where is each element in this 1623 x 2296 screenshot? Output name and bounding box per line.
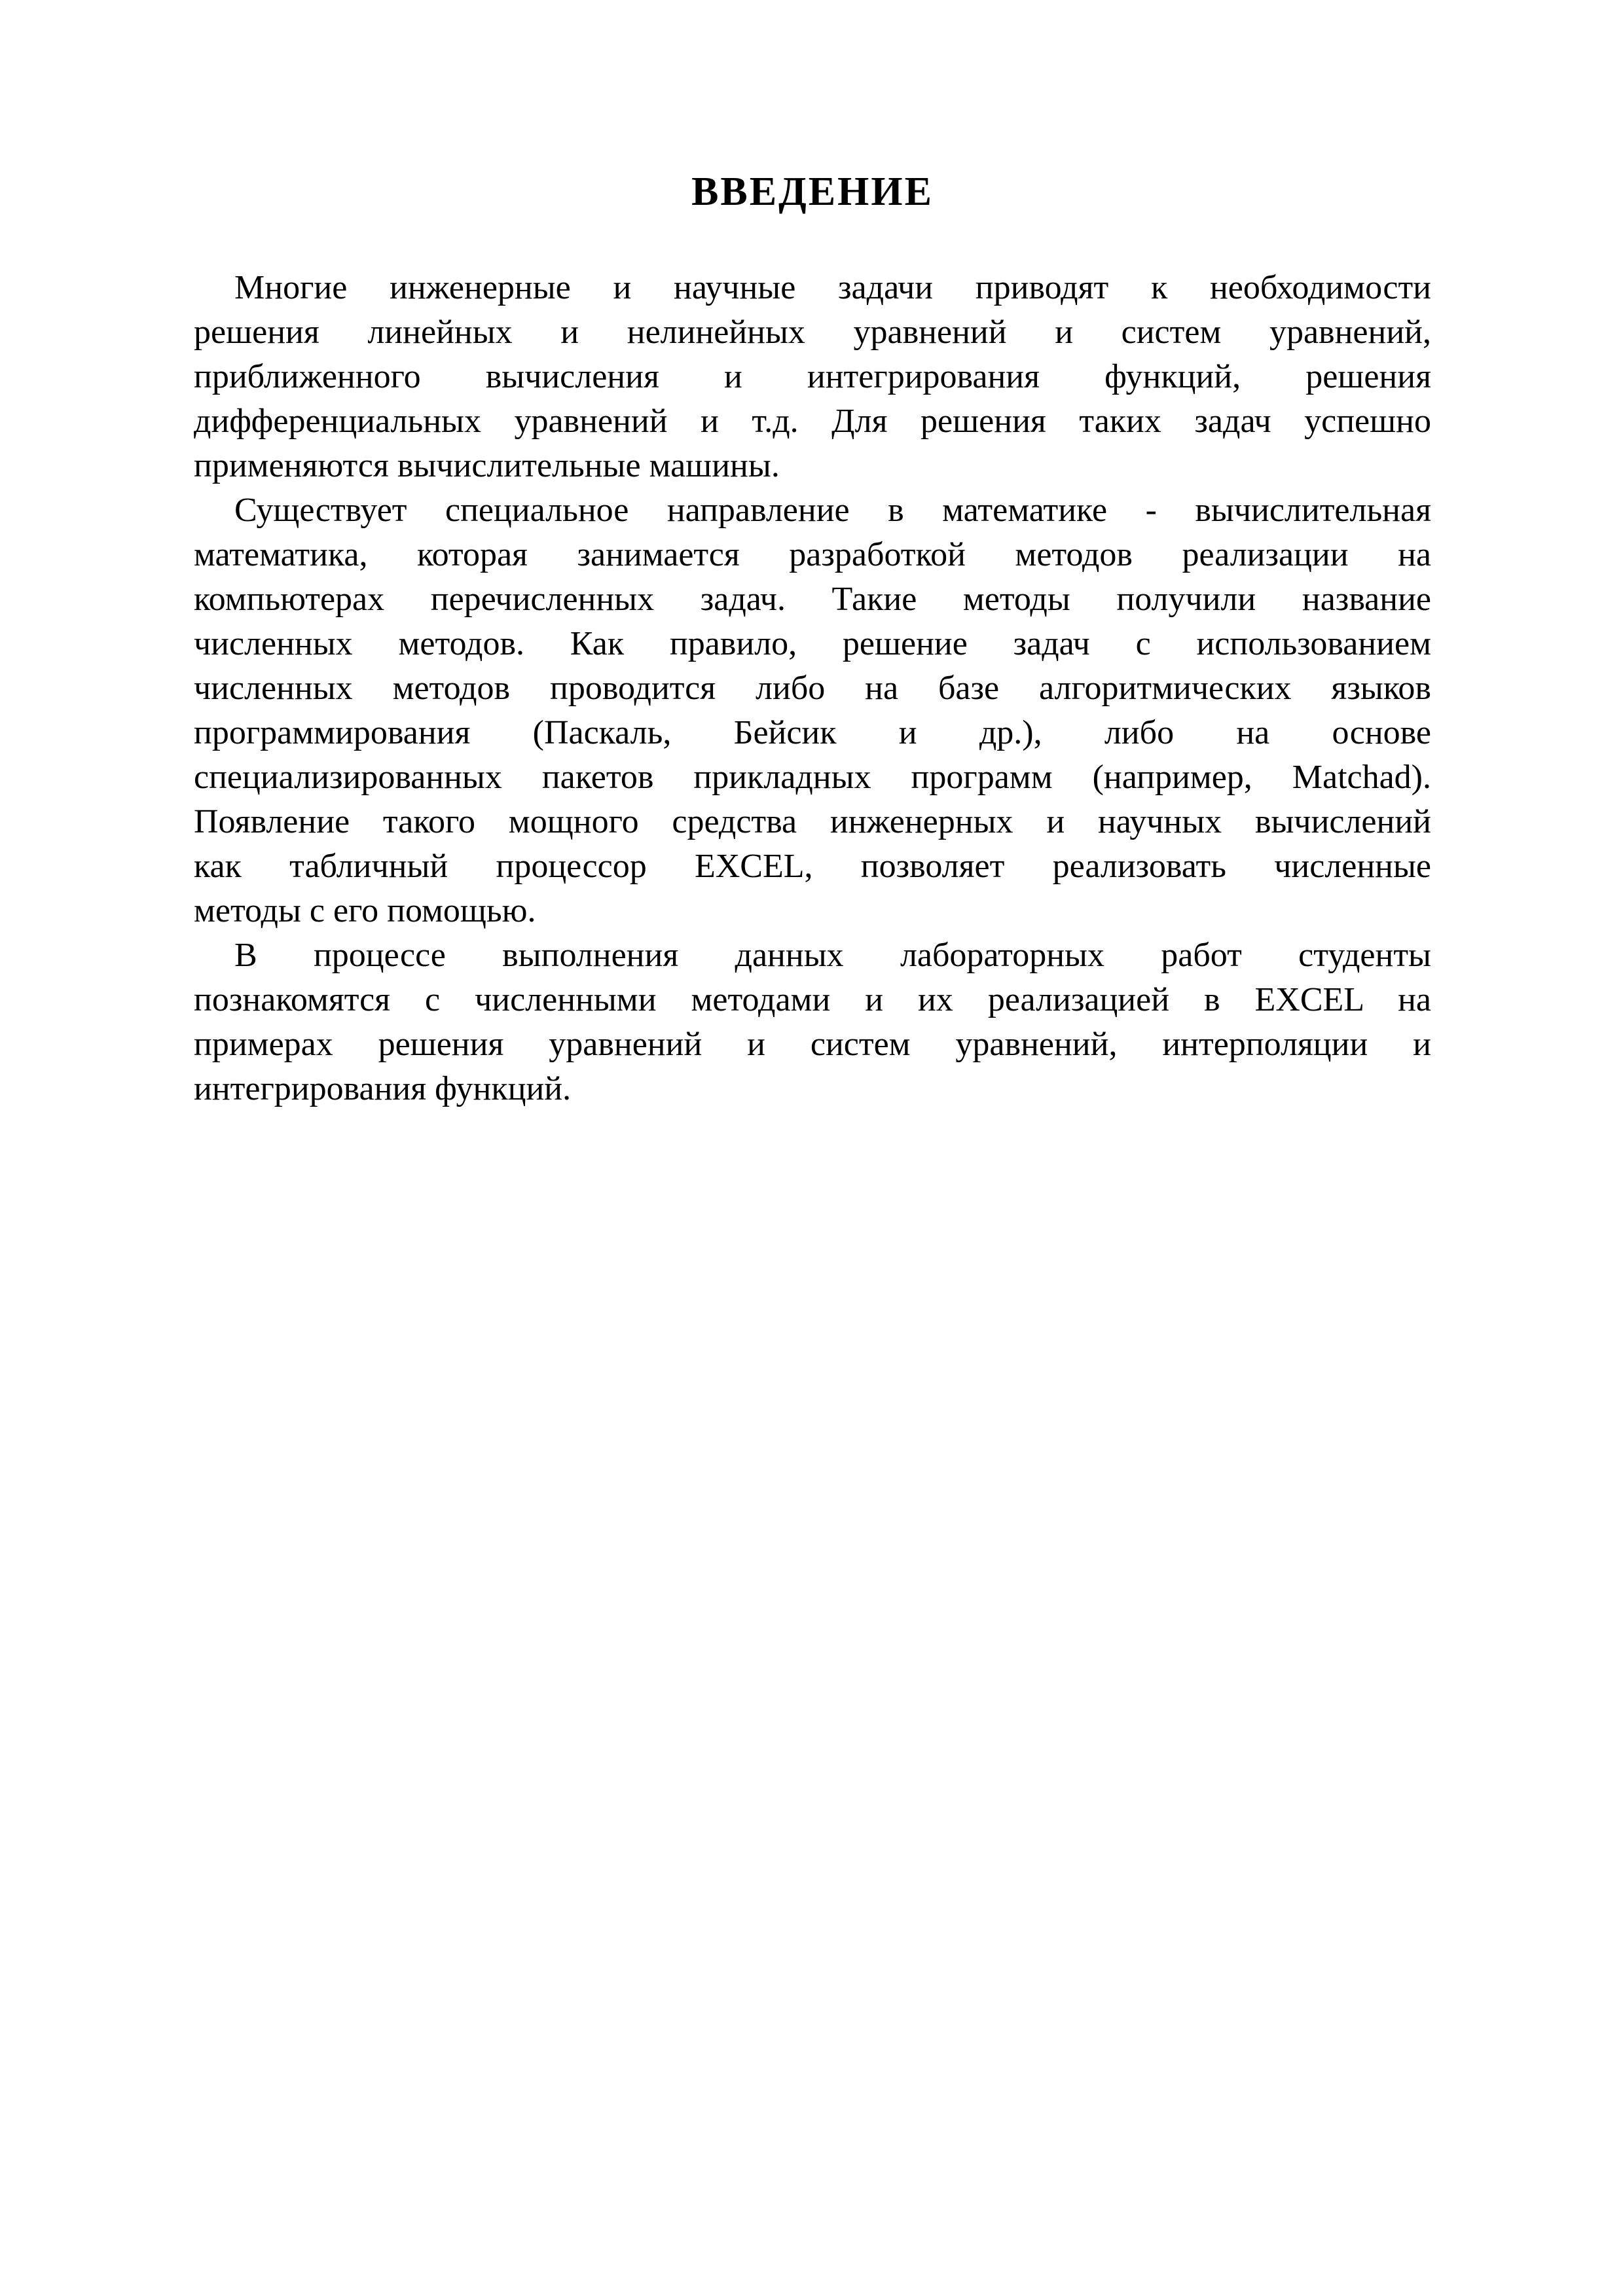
text-line: дифференциальных уравнений и т.д. Для решения таких задач успешно xyxy=(194,403,1431,440)
text-line: программирования (Паскаль, Бейсик и др.), либо на основе xyxy=(194,714,1431,751)
text-line: численных методов. Как правило, решение задач с использованием xyxy=(194,625,1431,662)
text-line: методы с его помощью. xyxy=(194,892,536,929)
text-line: численных методов проводится либо на базе алгоритмических языков xyxy=(194,670,1431,707)
paragraph xyxy=(194,933,1431,1111)
page-title: ВВЕДЕНИЕ xyxy=(691,170,934,214)
text-line: специализированных пакетов прикладных программ (например, Matchad). xyxy=(194,759,1431,796)
text-line: Существует специальное направление в математике - вычислительная xyxy=(234,492,1431,529)
text-line: как табличный процессор EXCEL, позволяет реализовать численные xyxy=(194,848,1431,885)
text-line: интегрирования функций. xyxy=(194,1070,572,1107)
paragraph xyxy=(194,266,1431,488)
text-line: познакомятся с численными методами и их реализацией в EXCEL на xyxy=(194,981,1431,1018)
text-line: применяются вычислительные машины. xyxy=(194,447,780,484)
text-line: компьютерах перечисленных задач. Такие методы получили название xyxy=(194,581,1431,618)
document-body xyxy=(194,266,1431,1111)
text-line: Многие инженерные и научные задачи приводят к необходимости xyxy=(234,269,1431,306)
text-line: приближенного вычисления и интегрирования функций, решения xyxy=(194,358,1431,395)
text-line: математика, которая занимается разработкой методов реализации на xyxy=(194,536,1431,573)
text-line: решения линейных и нелинейных уравнений и систем уравнений, xyxy=(194,314,1431,351)
text-line: Появление такого мощного средства инженерных и научных вычислений xyxy=(194,803,1431,840)
paragraph xyxy=(194,488,1431,933)
text-line: примерах решения уравнений и систем уравнений, интерполяции и xyxy=(194,1026,1431,1063)
text-line: В процессе выполнения данных лабораторных работ студенты xyxy=(234,937,1431,974)
